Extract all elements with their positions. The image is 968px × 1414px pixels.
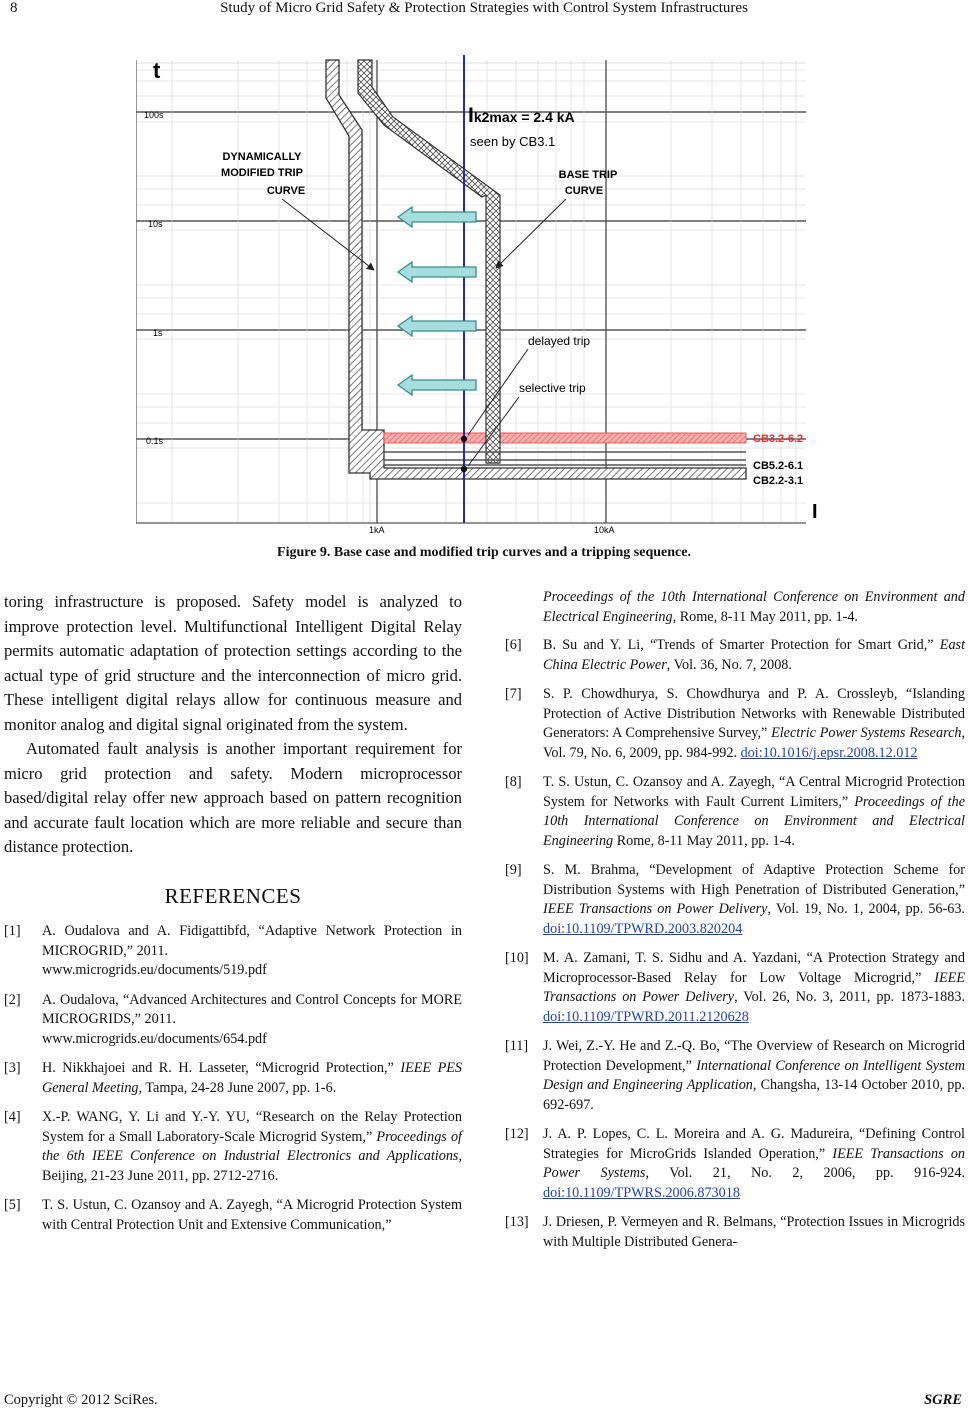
body-paragraph: toring infrastructure is proposed. Safety model is analyzed to improve protection level. Multifunctional Intelligent Digital Relay permits automatic adaptation of protection settings according to the actual type of grid structure and the interconnection of micro grid. These intelligent digital relays allow for continuous measure and monitor analog and digital signal originated from the system. bbox=[4, 592, 462, 734]
svg-text:DYNAMICALLY: DYNAMICALLY bbox=[222, 151, 302, 163]
cb2-2-label: CB2.2-3.1 bbox=[753, 475, 804, 487]
svg-text:CURVE: CURVE bbox=[266, 185, 306, 197]
figure-caption: Figure 9. Base case and modified trip curves and a tripping sequence. bbox=[277, 545, 691, 560]
reference-details: , Vol. 26, No. 3, 2011, pp. 1873-1883. bbox=[734, 989, 965, 1005]
reference-venue: Proceedings of the 10th International Conference on Environment and Electrical Engineering bbox=[543, 793, 965, 849]
reference-text: A. Oudalova, “Advanced Architectures and Control Concepts for MORE MICROGRIDS,” 2011. bbox=[42, 991, 462, 1027]
reference-number: [8] bbox=[505, 774, 522, 790]
reference-item bbox=[505, 773, 965, 851]
ik2max-sublabel: seen by CB3.1 bbox=[470, 134, 556, 149]
y-tick-100s: 100s bbox=[144, 110, 164, 120]
reference-doi-link[interactable]: doi:10.1109/TPWRD.2003.820204 bbox=[543, 920, 743, 937]
base-curve-label bbox=[559, 169, 618, 197]
reference-url: www.microgrids.eu/documents/654.pdf bbox=[42, 1030, 267, 1047]
red-band-cb3-2 bbox=[384, 433, 746, 443]
cb3-2-label: CB3.2-6.2 bbox=[753, 433, 804, 445]
left-column bbox=[4, 590, 462, 1245]
running-title: Study of Micro Grid Safety & Protection Strategies with Control System Infrastructures bbox=[220, 0, 748, 16]
dynamic-curve-label bbox=[221, 151, 305, 197]
reference-number: [13] bbox=[505, 1214, 529, 1230]
reference-details: , Tampa, 24-28 June 2007, pp. 1-6. bbox=[138, 1079, 337, 1096]
reference-venue: IEEE PES General Meeting bbox=[42, 1060, 462, 1096]
selective-trip-point bbox=[461, 436, 467, 442]
body-paragraph: Automated fault analysis is another important requirement for micro grid protection and safety. Modern microprocessor based/digital relay offer new approach based on pattern recognition and accurate fault location which are more reliable and secure than distance protection. bbox=[4, 739, 462, 856]
reference-text: J. A. P. Lopes, C. L. Moreira and A. G. Madureira, “Defining Control Strategies for MicroGrids Islanded Operation,” bbox=[543, 1126, 965, 1162]
copyright: Copyright © 2012 SciRes. bbox=[4, 1392, 158, 1408]
reference-item bbox=[505, 949, 965, 1027]
x-axis-label: I bbox=[812, 501, 818, 523]
y-tick-1s: 1s bbox=[153, 328, 163, 338]
right-column bbox=[505, 588, 965, 1262]
reference-details: , Changsha, 13-14 October 2010, pp. 692-697. bbox=[543, 1077, 965, 1113]
delayed-trip-point bbox=[461, 466, 467, 472]
reference-item bbox=[4, 1196, 462, 1235]
reference-venue: IEEE Transactions on Power Delivery bbox=[543, 901, 768, 917]
svg-text:CURVE: CURVE bbox=[564, 185, 604, 197]
reference-item bbox=[505, 1213, 965, 1252]
reference-venue: IEEE Transactions on Power Delivery bbox=[543, 969, 965, 1005]
reference-details: Rome, 8-11 May 2011, pp. 1-4. bbox=[613, 832, 795, 849]
page-header bbox=[0, 0, 968, 22]
reference-text: B. Su and Y. Li, “Trends of Smarter Protection for Smart Grid,” bbox=[543, 637, 934, 653]
references-list-right bbox=[505, 636, 965, 1252]
reference-number: [4] bbox=[4, 1109, 21, 1125]
selective-trip-label: selective trip bbox=[519, 381, 586, 395]
reference-item bbox=[4, 922, 462, 981]
reference-text: S. M. Brahma, “Development of Adaptive Protection Scheme for Distribution Systems with High Penetration of Distributed Generation,” bbox=[543, 862, 965, 898]
reference-number: [7] bbox=[505, 686, 522, 702]
reference-text: A. Oudalova and A. Fidigattibfd, “Adaptive Network Protection in MICROGRID,” 2011. bbox=[42, 923, 462, 959]
reference-venue: Electric Power Systems Research bbox=[771, 725, 962, 741]
reference-text: J. Wei, Z.-Y. He and Z.-Q. Bo, “The Overview of Research on Microgrid Protection Development,” bbox=[543, 1038, 965, 1074]
reference-number: [6] bbox=[505, 637, 522, 653]
reference-number: [3] bbox=[4, 1060, 21, 1076]
trip-curve-figure bbox=[136, 55, 836, 540]
reference-text: T. S. Ustun, C. Ozansoy and A. Zayegh, “A Central Microgrid Protection System for Networks with Fault Current Limiters,” bbox=[543, 774, 965, 810]
reference-item bbox=[505, 861, 965, 939]
reference-text: J. Driesen, P. Vermeyen and R. Belmans, “Protection Issues in Microgrids with Multiple Distributed Genera- bbox=[543, 1214, 965, 1250]
reference-item bbox=[4, 1059, 462, 1098]
grid bbox=[136, 60, 806, 523]
reference-doi-link[interactable]: doi:10.1109/TPWRS.2006.873018 bbox=[543, 1184, 740, 1201]
reference-text: X.-P. WANG, Y. Li and Y.-Y. YU, “Research on the Relay Protection System for a Small Laboratory-Scale Microgrid System,” bbox=[42, 1109, 462, 1145]
reference-number: [12] bbox=[505, 1126, 529, 1142]
reference-number: [5] bbox=[4, 1197, 21, 1213]
reference-item bbox=[505, 636, 965, 675]
reference-number: [10] bbox=[505, 950, 529, 966]
reference-number: [2] bbox=[4, 991, 21, 1008]
reference-venue: International Conference on Intelligent System Design and Engineering Application bbox=[543, 1057, 965, 1093]
page-number: 8 bbox=[10, 0, 18, 16]
reference-details: , Vol. 79, No. 6, 2009, pp. 984-992. bbox=[543, 725, 966, 761]
reference-item bbox=[4, 1108, 462, 1186]
reference-number: [1] bbox=[4, 923, 21, 939]
delayed-trip-label: delayed trip bbox=[528, 334, 591, 348]
ik2max-label: Ik2max = 2.4 kA bbox=[468, 104, 575, 127]
reference-item bbox=[505, 1125, 965, 1203]
y-tick-10s: 10s bbox=[148, 219, 163, 229]
reference-doi-link[interactable]: doi:10.1016/j.epsr.2008.12.012 bbox=[740, 744, 918, 761]
reference-text: S. P. Chowdhurya, S. Chowdhurya and P. A. Crossleyb, “Islanding Protection of Active Distribution Networks with Renewable Distributed Generators: A Comprehensive Survey,” bbox=[543, 686, 965, 741]
reference-text: H. Nikkhajoei and R. H. Lasseter, “Microgrid Protection,” bbox=[42, 1060, 394, 1076]
svg-text:BASE TRIP: BASE TRIP bbox=[558, 169, 618, 181]
reference-text: M. A. Zamani, T. S. Sidhu and A. Yazdani, “A Protection Strategy and Microprocessor-Based Relay for Low Voltage Microgrid,” bbox=[543, 950, 965, 986]
reference-details: , Vol. 19, No. 1, 2004, pp. 56-63. bbox=[767, 901, 965, 917]
reference-item bbox=[505, 1037, 965, 1115]
cb5-2-label: CB5.2-6.1 bbox=[753, 460, 804, 472]
reference-text: T. S. Ustun, C. Ozansoy and A. Zayegh, “A Microgrid Protection System with Central Protection Unit and Extensive Communication,” bbox=[42, 1197, 462, 1233]
reference-venue: Proceedings of the 6th IEEE Conference on Industrial Electronics and Applications bbox=[42, 1128, 462, 1164]
svg-text:MODIFIED TRIP: MODIFIED TRIP bbox=[221, 167, 303, 179]
x-tick-10ka: 10kA bbox=[594, 525, 615, 535]
reference-item bbox=[505, 685, 965, 763]
reference-venue: East China Electric Power bbox=[543, 637, 966, 673]
reference-url: www.microgrids.eu/documents/519.pdf bbox=[42, 962, 267, 978]
reference-continuation: Proceedings of the 10th International Conference on Environment and Electrical Engineering, Rome, 8-11 May 2011, pp. 1-4. bbox=[543, 589, 965, 625]
reference-details: , Vol. 21, No. 2, 2006, pp. 916-924. bbox=[645, 1165, 965, 1181]
x-tick-1ka: 1kA bbox=[369, 525, 385, 535]
reference-number: [11] bbox=[505, 1038, 529, 1054]
y-axis-label: t bbox=[153, 58, 161, 83]
reference-details: , Beijing, 21-23 June 2011, pp. 2712-2716. bbox=[42, 1148, 462, 1184]
reference-number: [9] bbox=[505, 862, 522, 878]
reference-venue: IEEE Transactions on Power Systems bbox=[543, 1145, 966, 1181]
reference-item bbox=[4, 991, 462, 1050]
journal-abbr: SGRE bbox=[924, 1392, 962, 1408]
reference-details: , Vol. 36, No. 7, 2008. bbox=[666, 656, 792, 673]
y-tick-0-1s: 0.1s bbox=[146, 436, 164, 446]
references-list-left bbox=[4, 922, 462, 1235]
reference-doi-link[interactable]: doi:10.1109/TPWRD.2011.2120628 bbox=[543, 1008, 749, 1025]
references-heading: REFERENCES bbox=[164, 883, 302, 908]
